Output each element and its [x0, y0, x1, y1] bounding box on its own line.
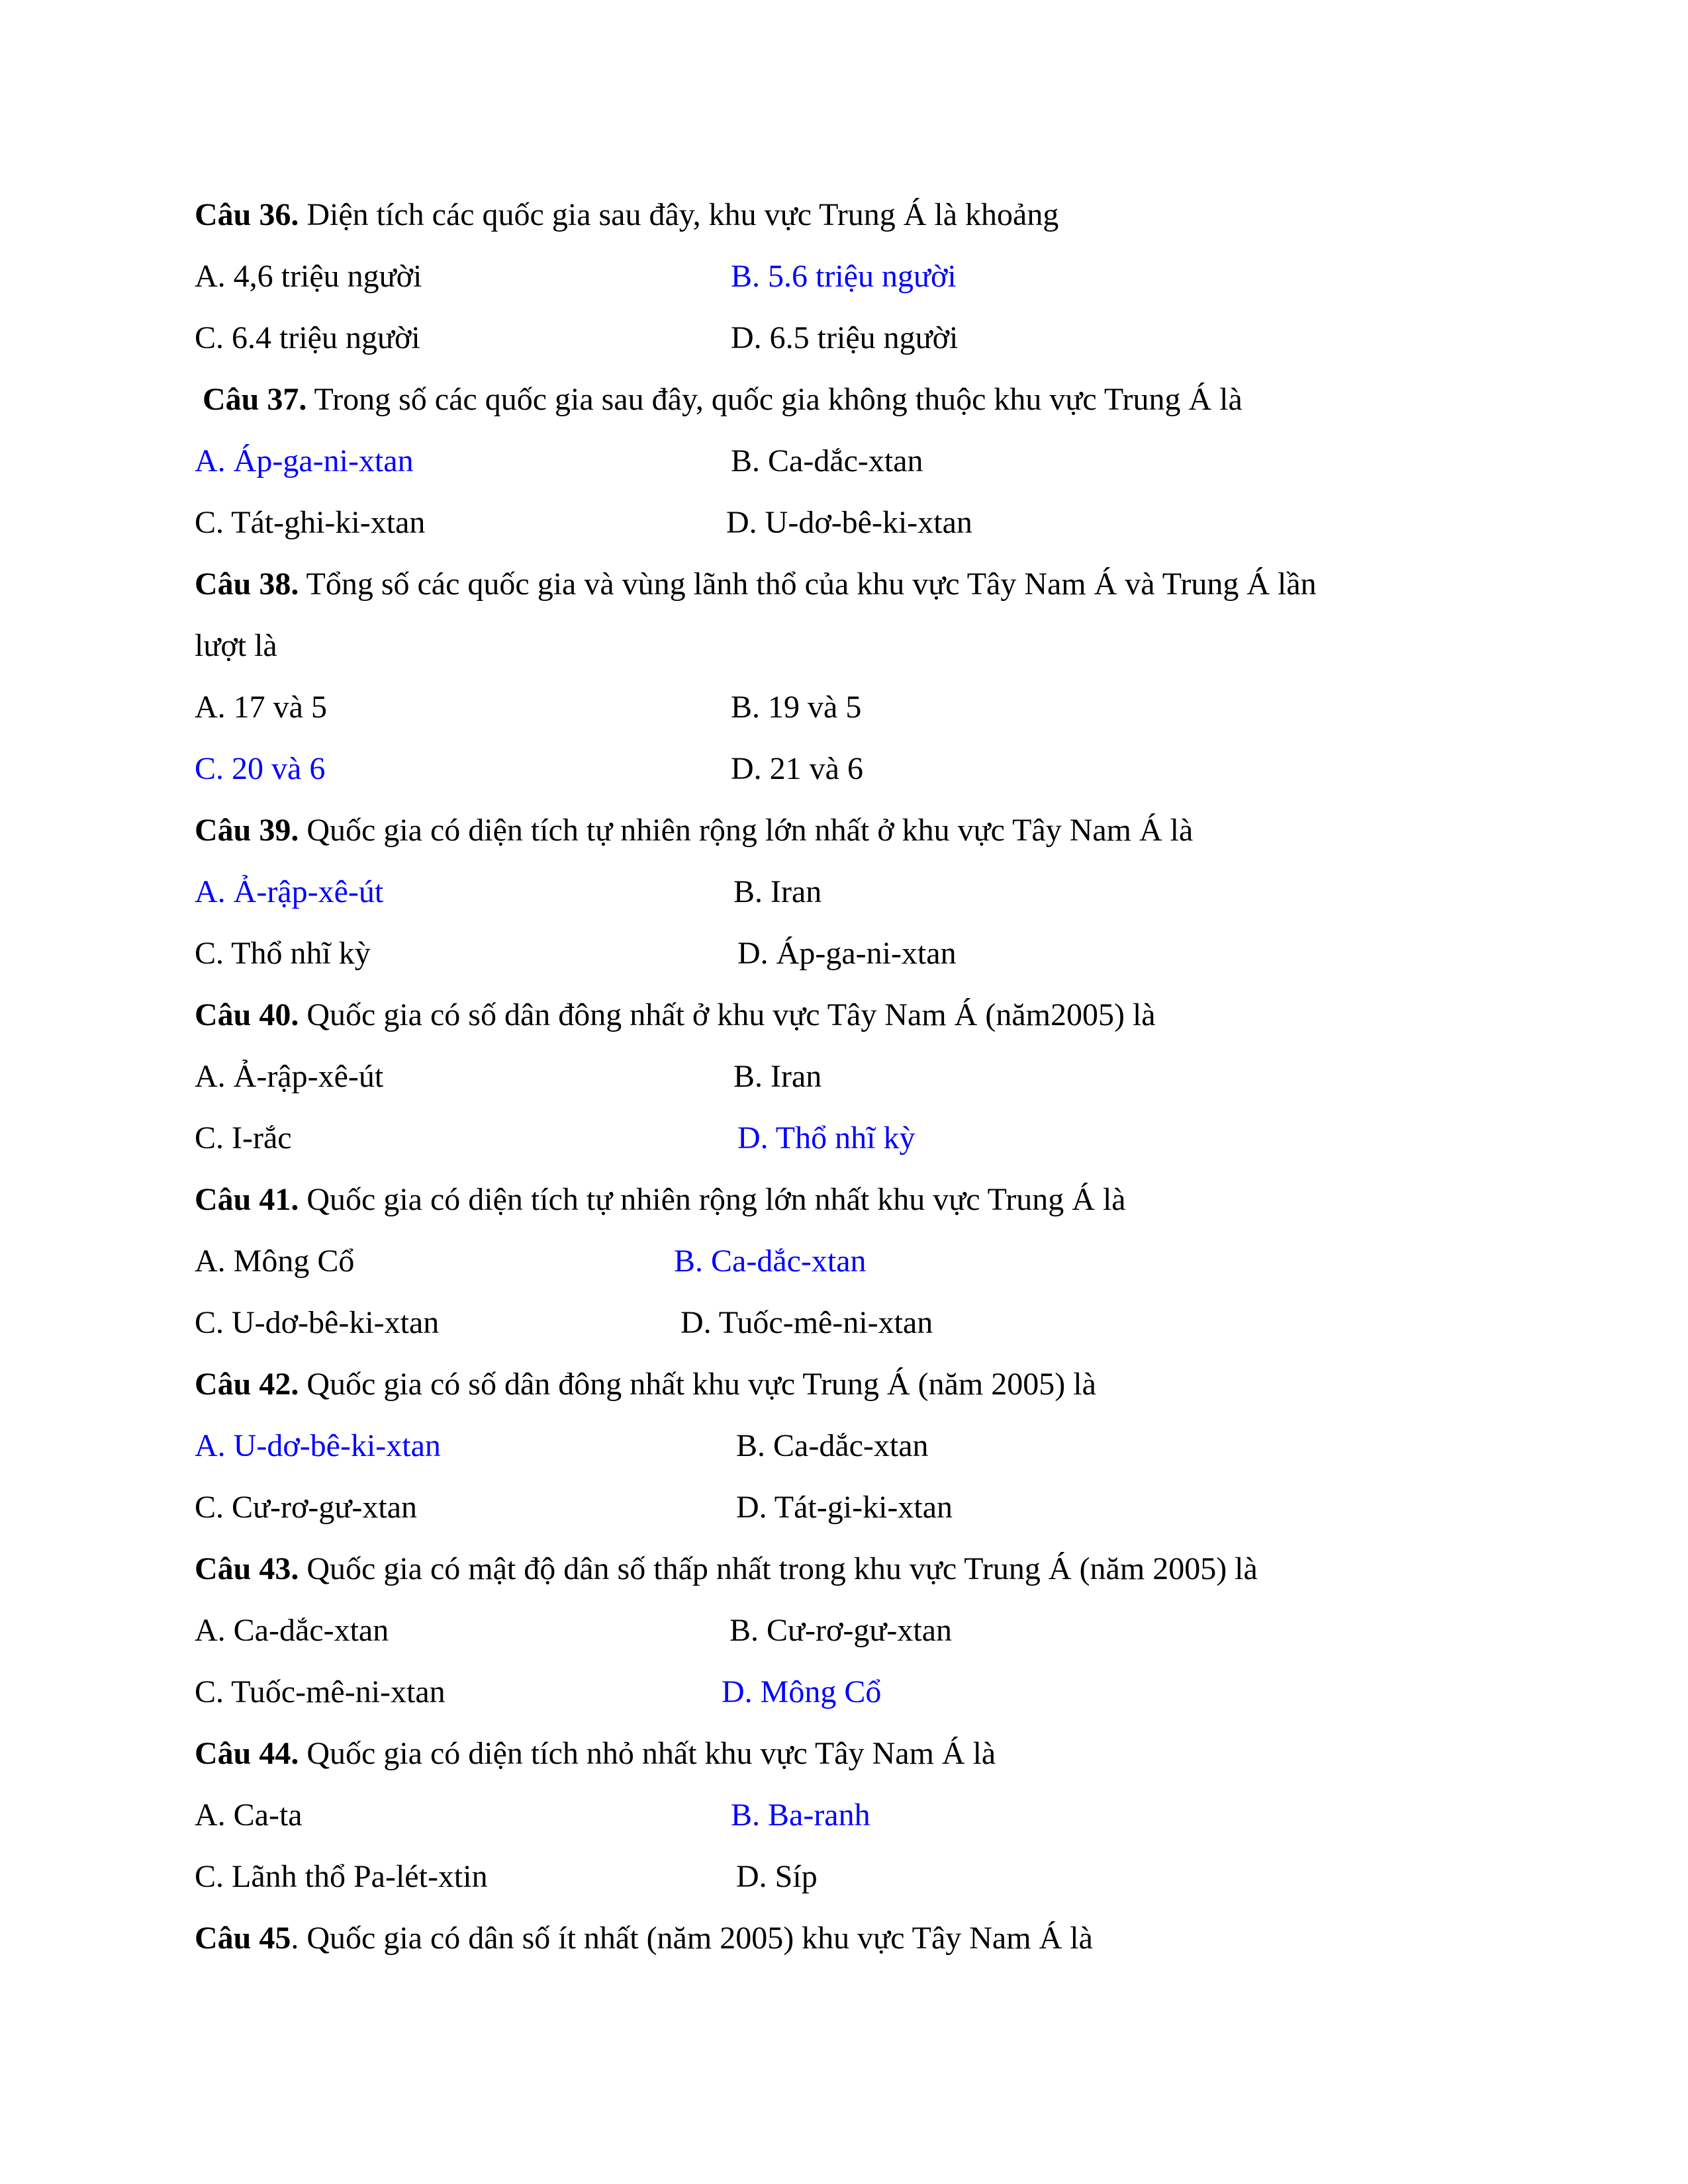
- options-row: [0, 1666, 1688, 1719]
- question-38-continued: [0, 619, 1688, 672]
- options-row: [0, 1789, 1688, 1842]
- question-42: [0, 1358, 1688, 1411]
- options-row: [0, 1297, 1688, 1349]
- question-40: [0, 989, 1688, 1042]
- question-number: Câu 38.: [195, 567, 299, 602]
- option-d: D. 6.5 triệu người: [731, 320, 959, 355]
- question-text: Quốc gia có mật độ dân số thấp nhất trong khu vực Trung Á (năm 2005) là: [299, 1551, 1258, 1586]
- option-b: B. Iran: [733, 874, 822, 909]
- question-36: [0, 189, 1688, 242]
- option-b: B. 19 và 5: [731, 690, 862, 725]
- option-a-correct: A. Ả-rập-xê-út: [195, 874, 384, 909]
- options-row: [0, 1050, 1688, 1103]
- question-text-continued: lượt là: [195, 628, 277, 663]
- option-d: D. Tát-gi-ki-xtan: [736, 1490, 953, 1525]
- question-text: Quốc gia có diện tích tự nhiên rộng lớn nhất khu vực Trung Á là: [299, 1182, 1126, 1217]
- option-a: A. Ca-dắc-xtan: [195, 1613, 389, 1648]
- question-37: [0, 373, 1688, 426]
- question-number: Câu 36.: [195, 197, 299, 232]
- question-number: Câu 45: [195, 1921, 291, 1956]
- options-row: [0, 1112, 1688, 1165]
- options-row: [0, 435, 1688, 488]
- question-text: Quốc gia có diện tích tự nhiên rộng lớn nhất ở khu vực Tây Nam Á là: [299, 813, 1194, 848]
- options-row: [0, 927, 1688, 980]
- option-c: C. Lãnh thổ Pa-lét-xtin: [195, 1859, 488, 1894]
- options-row: [0, 681, 1688, 734]
- option-b-correct: B. Ca-dắc-xtan: [674, 1244, 867, 1279]
- question-number: Câu 40.: [195, 997, 299, 1032]
- options-row: [0, 866, 1688, 919]
- question-text: Tổng số các quốc gia và vùng lãnh thổ của khu vực Tây Nam Á và Trung Á lần: [299, 567, 1317, 602]
- option-b-correct: B. 5.6 triệu người: [731, 259, 957, 294]
- option-c: C. I-rắc: [195, 1120, 292, 1156]
- question-text: Quốc gia có diện tích nhỏ nhất khu vực Tây Nam Á là: [299, 1736, 996, 1771]
- question-number: Câu 44.: [195, 1736, 299, 1771]
- option-b-correct: B. Ba-ranh: [731, 1797, 870, 1833]
- options-row: [0, 1235, 1688, 1288]
- option-d: D. 21 và 6: [731, 751, 863, 786]
- options-row: [0, 250, 1688, 303]
- question-text: Diện tích các quốc gia sau đây, khu vực Trung Á là khoảng: [299, 197, 1059, 232]
- option-d: D. Síp: [736, 1859, 818, 1894]
- option-b: B. Ca-dắc-xtan: [736, 1428, 929, 1463]
- option-d-correct: D. Thổ nhĩ kỳ: [737, 1120, 915, 1156]
- option-a: A. Ca-ta: [195, 1797, 303, 1833]
- question-text: Quốc gia có số dân đông nhất khu vực Trung Á (năm 2005) là: [299, 1367, 1096, 1402]
- option-a: A. 4,6 triệu người: [195, 259, 422, 294]
- option-a-correct: A. U-dơ-bê-ki-xtan: [195, 1428, 441, 1463]
- option-c: C. Thổ nhĩ kỳ: [195, 936, 371, 971]
- option-d: D. Tuốc-mê-ni-xtan: [680, 1305, 933, 1340]
- question-39: [0, 804, 1688, 857]
- option-a: A. 17 và 5: [195, 690, 327, 725]
- question-38: [0, 558, 1688, 611]
- options-row: [0, 1604, 1688, 1657]
- options-row: [0, 1850, 1688, 1903]
- options-row: [0, 743, 1688, 796]
- question-45: [0, 1912, 1688, 1965]
- option-b: B. Iran: [733, 1059, 822, 1094]
- options-row: [0, 1420, 1688, 1473]
- option-b: B. Cư-rơ-gư-xtan: [729, 1613, 953, 1648]
- question-number: Câu 43.: [195, 1551, 299, 1586]
- option-d-correct: D. Mông Cổ: [722, 1674, 882, 1709]
- question-number: Câu 39.: [195, 813, 299, 848]
- options-row: [0, 1481, 1688, 1534]
- option-a-correct: A. Áp-ga-ni-xtan: [195, 443, 414, 478]
- question-43: [0, 1543, 1688, 1596]
- question-text: Trong số các quốc gia sau đây, quốc gia không thuộc khu vực Trung Á là: [306, 382, 1243, 417]
- option-a: A. Mông Cổ: [195, 1244, 355, 1279]
- question-text: . Quốc gia có dân số ít nhất (năm 2005) khu vực Tây Nam Á là: [291, 1921, 1093, 1956]
- option-c: C. Cư-rơ-gư-xtan: [195, 1490, 418, 1525]
- question-41: [0, 1173, 1688, 1226]
- options-row: [0, 496, 1688, 549]
- option-c: C. 6.4 triệu người: [195, 320, 420, 355]
- options-row: [0, 312, 1688, 365]
- question-number: Câu 42.: [195, 1367, 299, 1402]
- question-44: [0, 1727, 1688, 1780]
- option-d: D. Áp-ga-ni-xtan: [737, 936, 957, 971]
- option-b: B. Ca-dắc-xtan: [731, 443, 923, 478]
- question-number: Câu 41.: [195, 1182, 299, 1217]
- option-c: C. Tát-ghi-ki-xtan: [195, 505, 426, 540]
- option-c-correct: C. 20 và 6: [195, 751, 326, 786]
- question-text: Quốc gia có số dân đông nhất ở khu vực Tây Nam Á (năm2005) là: [299, 997, 1156, 1032]
- option-c: C. Tuốc-mê-ni-xtan: [195, 1674, 445, 1709]
- question-number: Câu 37.: [203, 382, 307, 417]
- option-a: A. Ả-rập-xê-út: [195, 1059, 384, 1094]
- option-c: C. U-dơ-bê-ki-xtan: [195, 1305, 440, 1340]
- option-d: D. U-dơ-bê-ki-xtan: [726, 505, 972, 540]
